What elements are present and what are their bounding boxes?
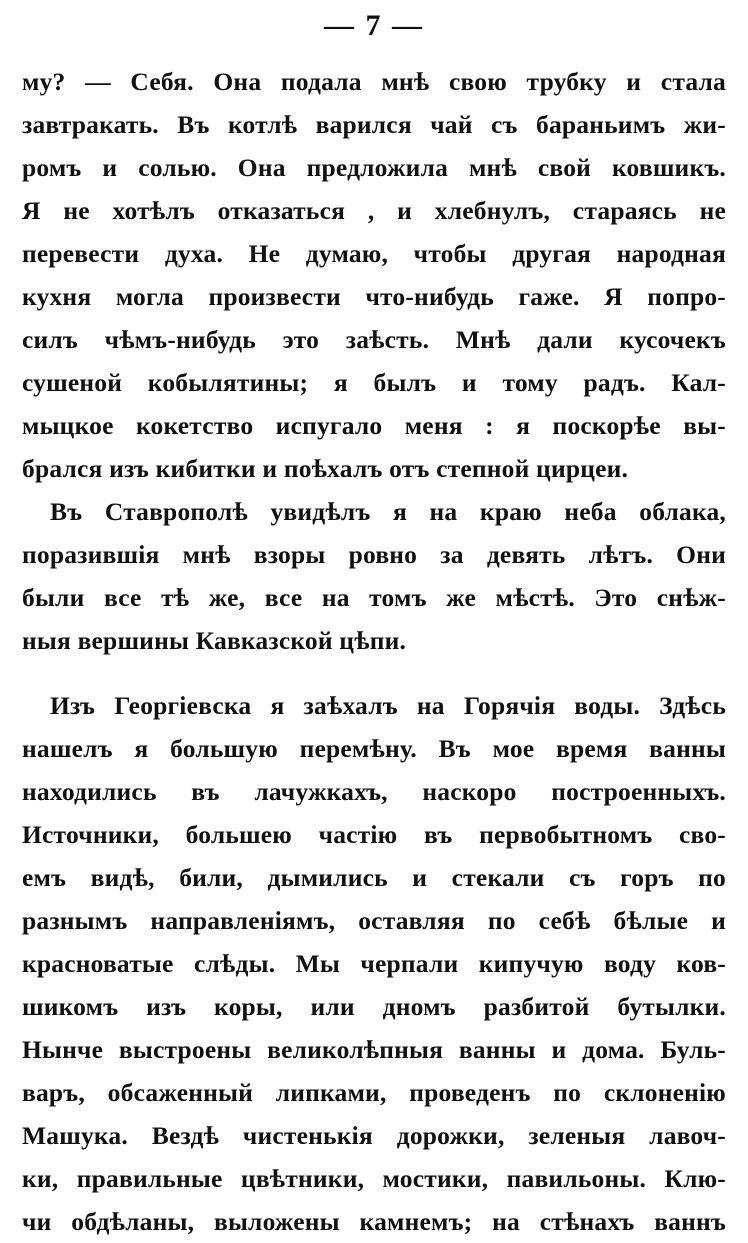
text-line: Въ Ставрополѣ увидѣлъ я на краю неба облака, xyxy=(50,497,726,526)
paragraph-hot-springs xyxy=(22,684,726,1243)
text-line: сушеной кобылятины; я былъ и тому радъ. Кал- xyxy=(22,368,726,397)
text-line: брался изъ кибитки и поѣхалъ отъ степной цирцеи. xyxy=(22,454,629,483)
text-line: Машука. Вездѣ чистенькія дорожки, зеленыя лавоч- xyxy=(22,1121,726,1150)
paragraph-kalmyk-tent xyxy=(22,60,726,490)
text-line: ныя вершины Кавказской цѣпи. xyxy=(22,626,407,655)
text-line: нашелъ я большую перемѣну. Въ мое время ванны xyxy=(22,734,726,763)
text-line: Нынче выстроены великолѣпныя ванны и дома. Буль- xyxy=(22,1035,726,1064)
text-line: мыцкое кокетство испугало меня : я поскорѣе вы- xyxy=(22,411,726,440)
text-line: перевести духа. Не думаю, чтобы другая народная xyxy=(22,239,726,268)
text-line: ромъ и солью. Она предложила мнѣ свой ковшикъ. xyxy=(22,153,726,182)
text-line: емъ видѣ, били, дымились и стекали съ горъ по xyxy=(22,863,726,892)
text-line: завтракать. Въ котлѣ варился чай съ бараньимъ жи- xyxy=(22,110,726,139)
text-line: были все тѣ же, все на томъ же мѣстѣ. Это снѣж- xyxy=(22,583,726,612)
text-line: силъ чѣмъ-нибудь это заѣсть. Мнѣ дали кусочекъ xyxy=(22,325,726,354)
text-line: красноватые слѣды. Мы черпали кипучую воду ков- xyxy=(22,949,726,978)
text-line: ки, правильные цвѣтники, мостики, павильоны. Клю- xyxy=(22,1164,726,1193)
text-line: находились въ лачужкахъ, наскоро построенныхъ. xyxy=(22,777,726,806)
paragraph-stavropol xyxy=(22,490,726,662)
text-line: Источники, большею частію въ первобытномъ сво- xyxy=(22,820,726,849)
text-line: поразившія мнѣ взоры ровно за девять лѣтъ. Они xyxy=(22,540,726,569)
text-line: му? — Себя. Она подала мнѣ свою трубку и стала xyxy=(22,67,726,96)
page-number: — 7 — xyxy=(324,9,424,42)
text-line: Изъ Георгіевска я заѣхалъ на Горячія воды. Здѣсь xyxy=(50,691,726,720)
text-line: разнымъ направленіямъ, оставляя по себѣ бѣлые и xyxy=(22,906,726,935)
text-line: чи обдѣланы, выложены камнемъ; на стѣнахъ ваннъ xyxy=(22,1207,726,1236)
text-line: Я не хотѣлъ отказаться , и хлебнулъ, стараясь не xyxy=(22,196,726,225)
text-line: варъ, обсаженный липками, проведенъ по склоненію xyxy=(22,1078,726,1107)
text-line: кухня могла произвести что-нибудь гаже. Я попро- xyxy=(22,282,726,311)
text-line: шикомъ изъ коры, или дномъ разбитой бутылки. xyxy=(22,992,726,1021)
